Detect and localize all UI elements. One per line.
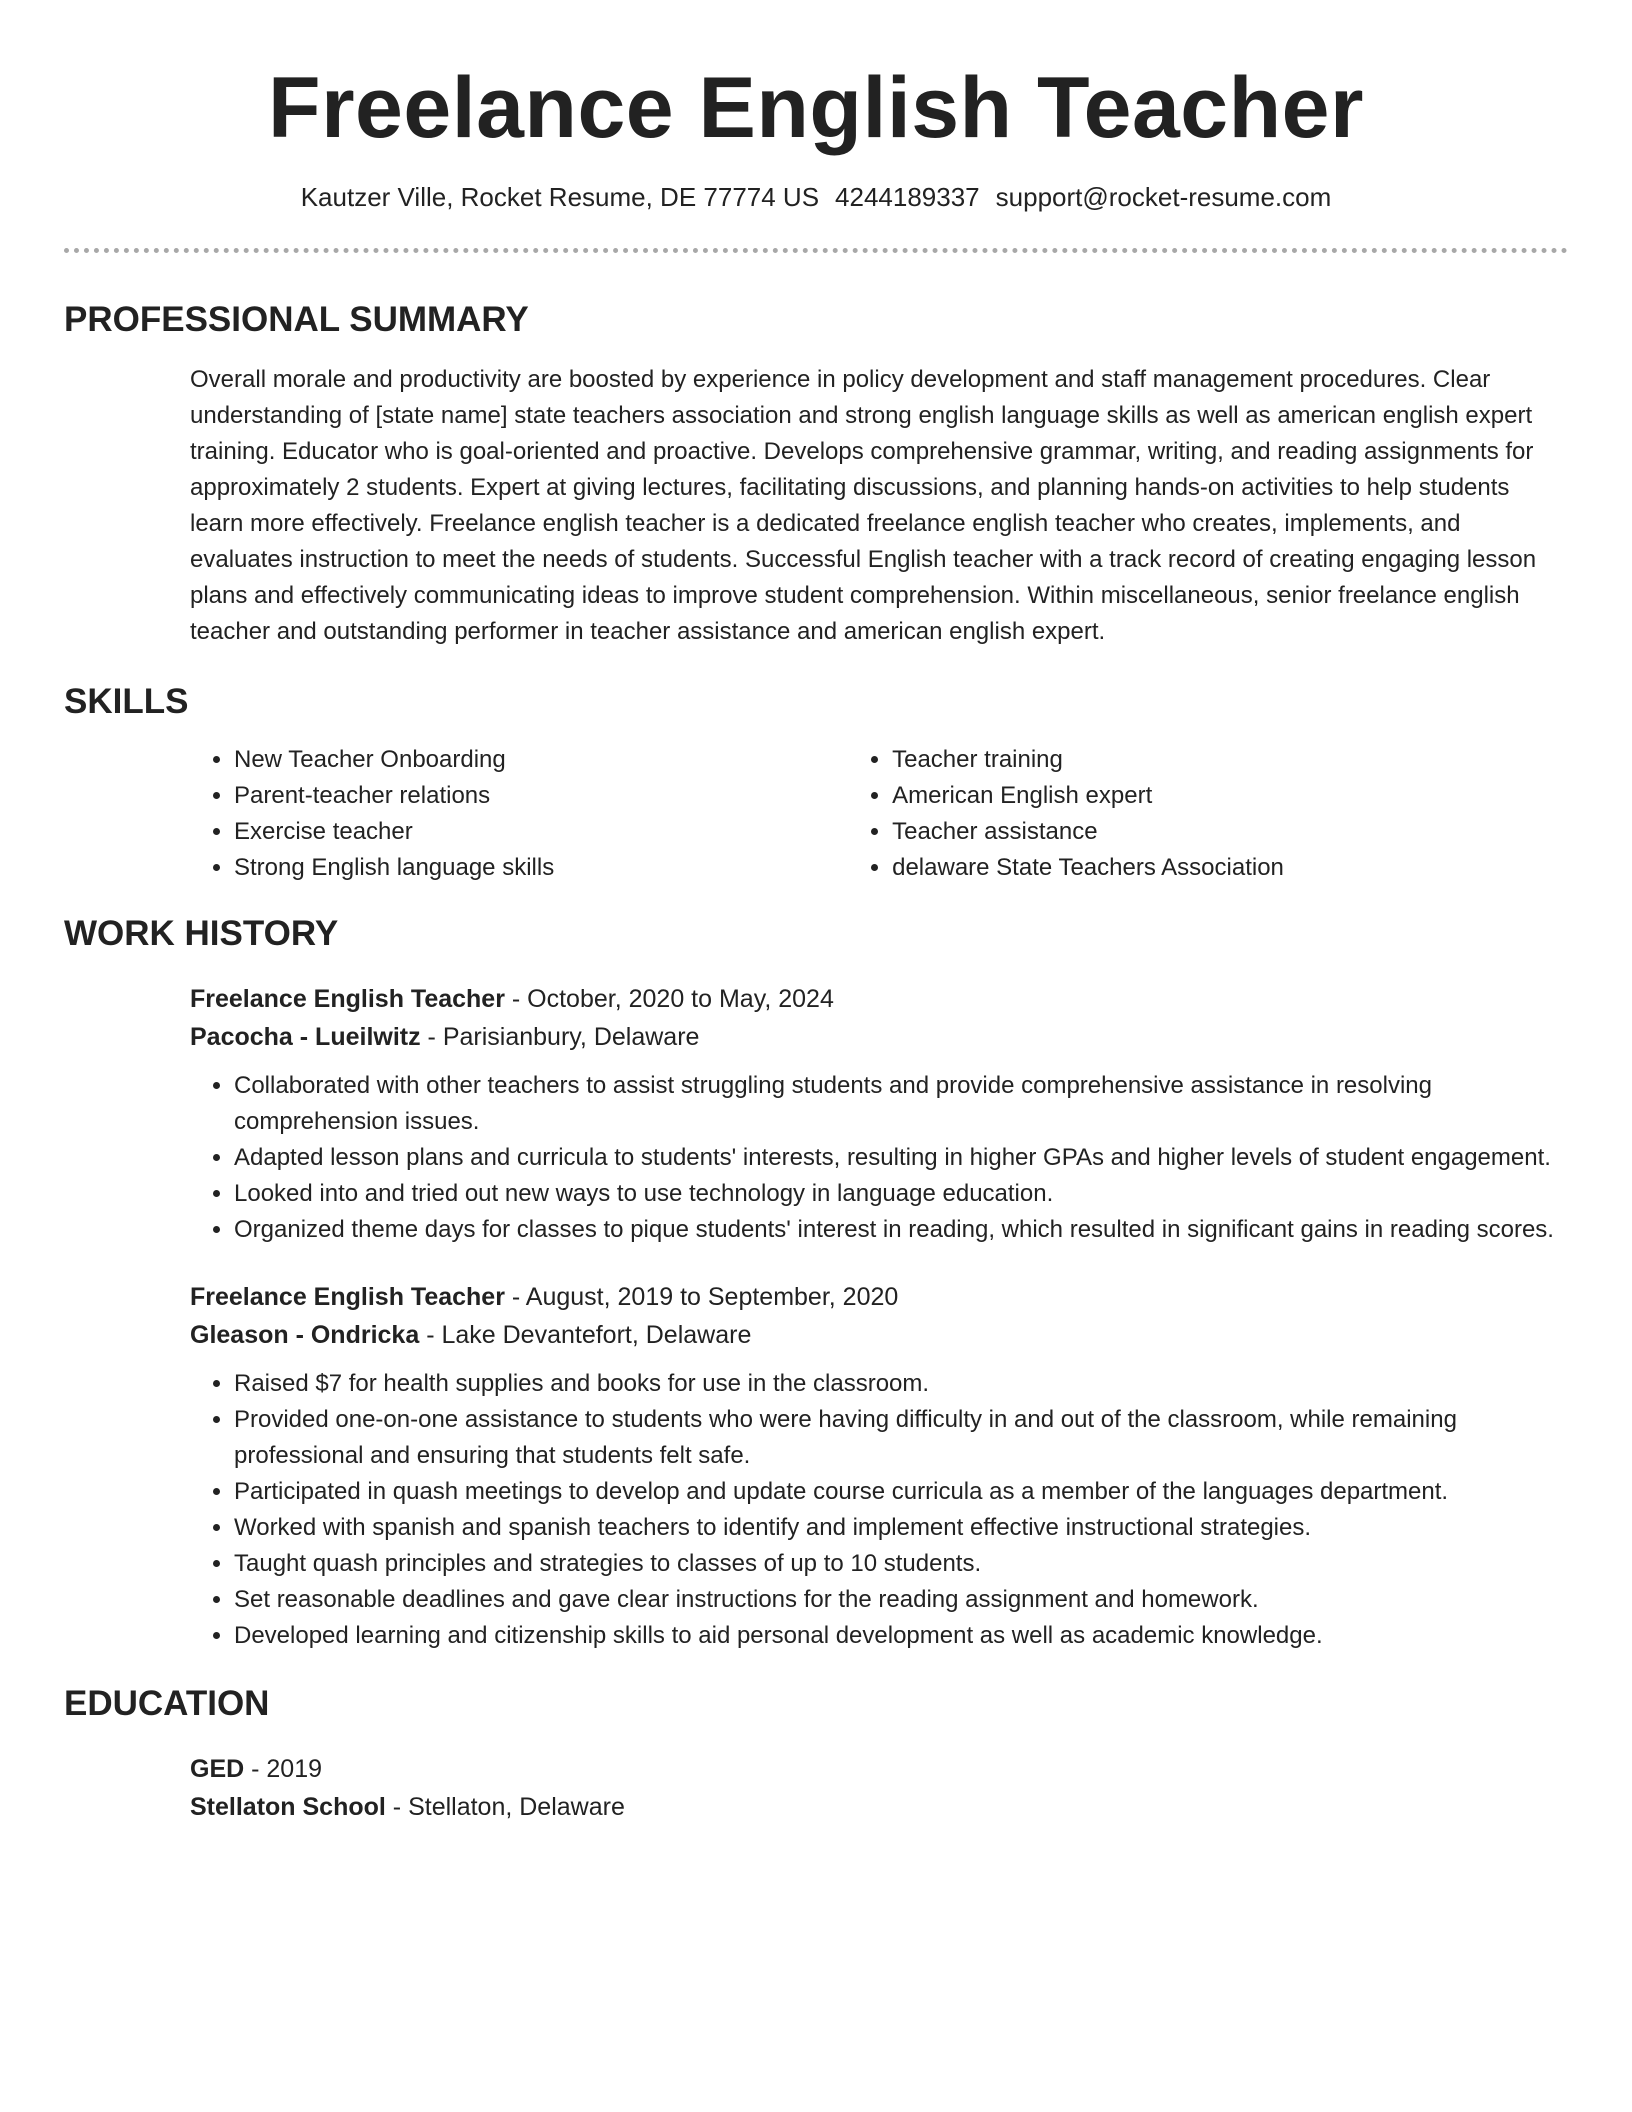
skill-item: • Strong English language skills (234, 850, 848, 886)
skill-item: • delaware State Teachers Association (892, 850, 1568, 886)
job-bullets (190, 1366, 1568, 1654)
job-dates: - October, 2020 to May, 2024 (504, 985, 834, 1013)
job-bullet: • Looked into and tried out new ways to use technology in language education. (234, 1176, 1568, 1212)
job-bullet: • Developed learning and citizenship skills to aid personal development as well as academic knowledge. (234, 1618, 1568, 1654)
summary-text: Overall morale and productivity are boosted by experience in policy development and staff management procedures. Clear understanding of [state name] state teachers association and strong english language skills as well as american english expert training. Educator who is goal-oriented and proactive. Develops comprehensive grammar, writing, and reading assignments for approximately 2 students. Expert at giving lectures, facilitating discussions, and planning hands-on activities to help students learn more effectively. Freelance english teacher is a dedicated freelance english teacher who creates, implements, and evaluates instruction to meet the needs of students. Successful English teacher with a track record of creating engaging lesson plans and effectively communicating ideas to improve student comprehension. Within miscellaneous, senior freelance english teacher and outstanding performer in teacher assistance and american english expert. (190, 366, 1537, 645)
resume-page (64, 0, 1568, 1826)
job-bullet: • Adapted lesson plans and curricula to students' interests, resulting in higher GPAs and higher levels of student engagement. (234, 1140, 1568, 1176)
job-entry (64, 980, 1568, 1248)
contact-phone: 4244189337 (835, 182, 980, 212)
job-bullet: • Organized theme days for classes to pique students' interest in reading, which resulted in significant gains in reading scores. (234, 1212, 1568, 1248)
job-bullet: • Taught quash principles and strategies to classes of up to 10 students. (234, 1546, 1568, 1582)
contact-line (64, 180, 1568, 214)
job-company-line (190, 1018, 1568, 1056)
education-entry (64, 1750, 1568, 1826)
dotted-divider (64, 248, 1568, 253)
resume-name: Freelance English Teacher (268, 60, 1364, 156)
job-location: - Parisianbury, Delaware (420, 1023, 700, 1051)
skills-column-right (848, 742, 1568, 886)
job-dates: - August, 2019 to September, 2020 (504, 1283, 899, 1311)
skills-heading: SKILLS (64, 682, 189, 721)
education-degree: GED (190, 1755, 245, 1783)
job-title-line (190, 980, 1568, 1018)
job-title-line (190, 1278, 1568, 1316)
skills-list (190, 742, 1568, 886)
job-bullet: • Worked with spanish and spanish teachers to identify and implement effective instructional strategies. (234, 1510, 1568, 1546)
skill-item: • Exercise teacher (234, 814, 848, 850)
skills-column-left (190, 742, 848, 886)
job-entry (64, 1278, 1568, 1654)
education-school: Stellaton School (190, 1793, 386, 1821)
job-role: Freelance English Teacher (190, 1283, 505, 1311)
education-year: - 2019 (244, 1755, 323, 1783)
education-degree-line (190, 1750, 1568, 1788)
skill-item: • New Teacher Onboarding (234, 742, 848, 778)
contact-email: support@rocket-resume.com (995, 182, 1332, 212)
job-company: Pacocha - Lueilwitz (190, 1023, 421, 1051)
job-company: Gleason - Ondricka (190, 1321, 420, 1349)
education-heading: EDUCATION (64, 1684, 270, 1723)
job-bullet: • Provided one-on-one assistance to students who were having difficulty in and out of the classroom, while remaining professional and ensuring that students felt safe. (234, 1402, 1568, 1474)
education-location: - Stellaton, Delaware (385, 1793, 625, 1821)
skill-item: • Teacher training (892, 742, 1568, 778)
skill-item: • American English expert (892, 778, 1568, 814)
work-history-heading: WORK HISTORY (64, 914, 339, 953)
summary-heading: PROFESSIONAL SUMMARY (64, 300, 529, 339)
job-bullet: • Raised $7 for health supplies and books for use in the classroom. (234, 1366, 1568, 1402)
skill-item: • Teacher assistance (892, 814, 1568, 850)
job-location: - Lake Devantefort, Delaware (419, 1321, 752, 1349)
skill-item: • Parent-teacher relations (234, 778, 848, 814)
contact-address: Kautzer Ville, Rocket Resume, DE 77774 US (300, 182, 820, 212)
job-role: Freelance English Teacher (190, 985, 505, 1013)
job-company-line (190, 1316, 1568, 1354)
job-bullet: • Participated in quash meetings to develop and update course curricula as a member of the languages department. (234, 1474, 1568, 1510)
job-bullets (190, 1068, 1568, 1248)
job-bullet: • Set reasonable deadlines and gave clear instructions for the reading assignment and homework. (234, 1582, 1568, 1618)
education-school-line (190, 1788, 1568, 1826)
job-bullet: • Collaborated with other teachers to assist struggling students and provide comprehensive assistance in resolving comprehension issues. (234, 1068, 1568, 1140)
